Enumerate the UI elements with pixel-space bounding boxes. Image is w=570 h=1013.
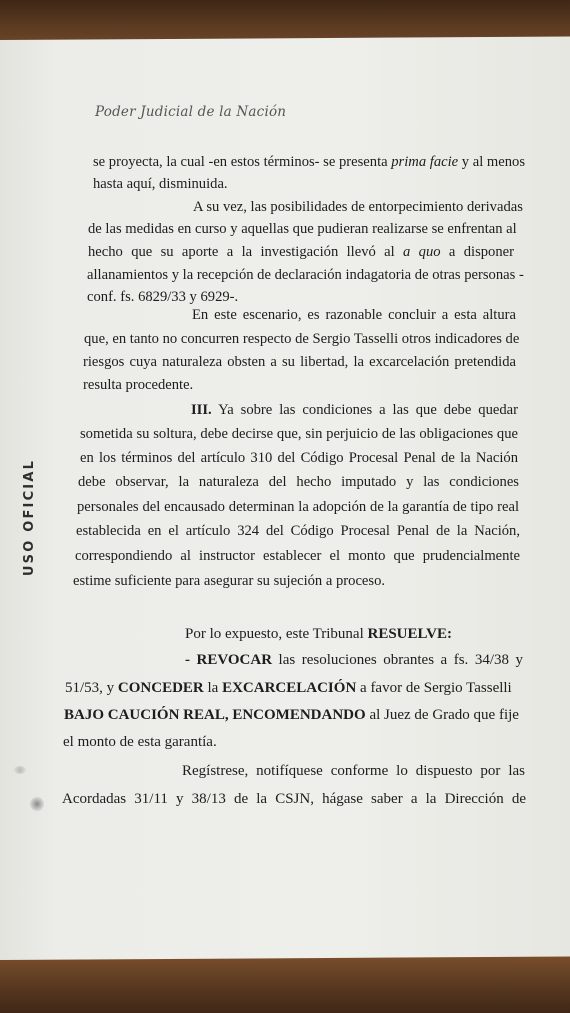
text-line-15: debe observar, la naturaleza del hecho imputado y las condiciones [78,474,519,490]
resolution-line-1: - REVOCAR las resoluciones obrantes a fs. 34/38 y [185,652,523,668]
resolution-line-2: 51/53, y CONCEDER la EXCARCELACIÓN a favor de Sergio Tasselli [65,680,512,696]
resolution-line-5: Regístrese, notifíquese conforme lo dispuesto por las [182,763,525,779]
letterhead: Poder Judicial de la Nación [95,104,287,120]
text-line-17: establecida en el artículo 324 del Código Procesal Penal de la Nación, [76,523,520,539]
wood-background-bottom [0,956,570,1013]
text-line-9: que, en tanto no concurren respecto de Sergio Tasselli otros indicadores de [84,331,520,347]
text-line-10: riesgos cuya naturaleza obsten a su libertad, la excarcelación pretendida [83,354,516,370]
text-line-5: hecho que su aporte a la investigación llevó al a quo a disponer [88,244,514,260]
stamp-text: USO OFICIAL [22,458,38,576]
text-line-4: de las medidas en curso y aquellas que pudieran realizarse se enfrentan al [88,221,517,237]
uso-oficial-stamp [20,458,40,576]
resolution-line-4: el monto de esta garantía. [63,734,217,750]
text-line-3: A su vez, las posibilidades de entorpecimiento derivadas [193,199,523,215]
text-line-6: allanamientos y la recepción de declaración indagatoria de otras personas - [87,267,524,283]
text-line-7: conf. fs. 6829/33 y 6929-. [87,289,239,305]
resolution-line-6: Acordadas 31/11 y 38/13 de la CSJN, hágase saber a la Dirección de [62,791,526,807]
text-line-16: personales del encausado determinan la adopción de la garantía de tipo real [77,499,519,515]
text-line-2: hasta aquí, disminuida. [93,176,228,192]
resolution-intro: Por lo expuesto, este Tribunal RESUELVE: [185,626,452,642]
text-line-12: III. Ya sobre las condiciones a las que debe quedar [191,402,518,418]
text-line-13: sometida su soltura, debe decirse que, sin perjuicio de las obligaciones que [80,426,518,442]
text-line-8: En este escenario, es razonable concluir a esta altura [192,307,516,323]
text-line-19: estime suficiente para asegurar su sujeción a proceso. [73,573,386,589]
text-line-14: en los términos del artículo 310 del Código Procesal Penal de la Nación [80,450,518,466]
paper-smudge [14,766,26,774]
ink-smudge [30,797,44,811]
resolution-line-3: BAJO CAUCIÓN REAL, ENCOMENDANDO al Juez de Grado que fije [64,707,519,723]
text-line-18: correspondiendo al instructor establecer el monto que prudencialmente [75,548,520,564]
text-line-1: se proyecta, la cual -en estos términos- se presenta prima facie y al menos [93,154,526,170]
text-line-11: resulta procedente. [83,377,194,393]
